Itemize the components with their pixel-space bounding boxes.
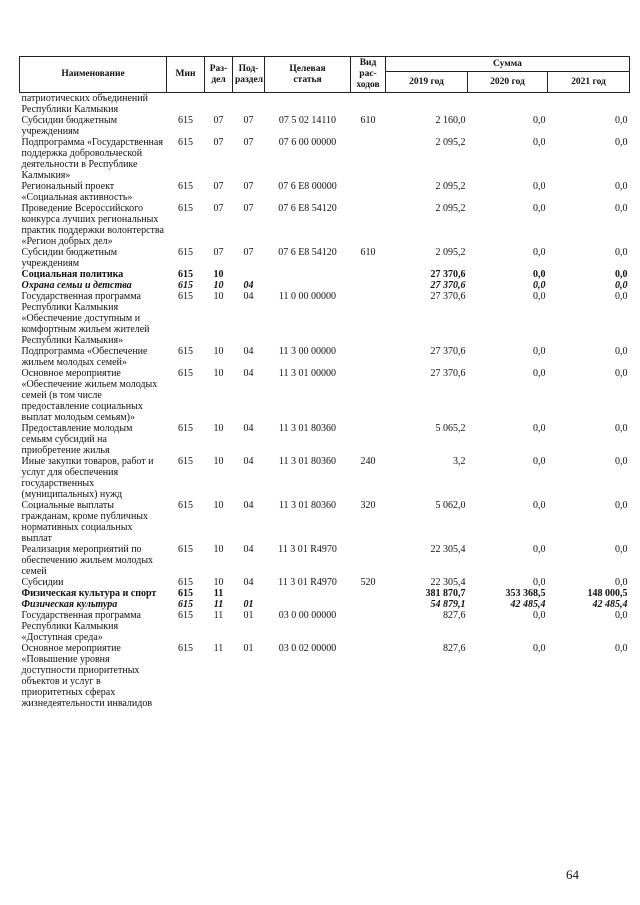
- cell-target: [265, 280, 351, 291]
- table-row: [20, 280, 630, 291]
- cell-vid: [351, 291, 386, 346]
- cell-target: 11 3 01 80360: [278, 423, 337, 434]
- table-row: [20, 456, 630, 500]
- cell-2019: 27 370,6: [430, 346, 466, 357]
- cell-2019: 827,6: [443, 643, 466, 654]
- cell-podrazdel: 04: [243, 280, 254, 291]
- cell-min: 615: [178, 280, 193, 291]
- table-row: [20, 115, 630, 137]
- cell-name: Государственная программа Республики Калмыкия «Доступная среда»: [21, 610, 141, 643]
- cell-vid: [351, 280, 386, 291]
- cell-2020: 0,0: [533, 203, 546, 214]
- cell-2021: 0,0: [615, 247, 628, 258]
- cell-2021: 0,0: [615, 181, 628, 192]
- table-row: [20, 368, 630, 423]
- cell-2020: 0,0: [533, 423, 546, 434]
- cell-target: [265, 599, 351, 610]
- header-target: Целевая статья: [265, 57, 351, 93]
- cell-podrazdel: 04: [243, 346, 254, 357]
- cell-razdel: 10: [213, 423, 224, 434]
- cell-vid: [351, 599, 386, 610]
- table-row: [20, 588, 630, 599]
- cell-min: 615: [178, 137, 193, 148]
- cell-target: 07 6 00 00000: [278, 137, 337, 148]
- cell-name: Физическая культура и спорт: [21, 588, 157, 599]
- cell-2020: 0,0: [533, 368, 546, 379]
- cell-name: Реализация мероприятий по обеспечению жильем молодых семей: [21, 544, 154, 577]
- cell-vid: 520: [360, 577, 376, 588]
- cell-2021: 0,0: [615, 368, 628, 379]
- cell-podrazdel: 01: [243, 599, 254, 610]
- cell-podrazdel: 01: [243, 610, 254, 621]
- cell-vid: [351, 588, 386, 599]
- header-min: Мин: [167, 57, 205, 93]
- cell-2021: 0,0: [615, 456, 628, 467]
- cell-2019: 54 879,1: [430, 599, 466, 610]
- header-sum: Сумма: [386, 57, 630, 72]
- header-vid: Вид рас- ходов: [351, 57, 386, 93]
- cell-podrazdel: 04: [243, 500, 254, 511]
- cell-min: 615: [178, 368, 193, 379]
- cell-target: 07 6 E8 54120: [278, 247, 337, 258]
- cell-podrazdel: [233, 588, 265, 599]
- cell-vid: [351, 610, 386, 643]
- cell-2021: 0,0: [615, 577, 628, 588]
- cell-vid: [351, 423, 386, 456]
- cell-name: Основное мероприятие «Повышение уровня доступности приоритетных объектов и услуг в приоритетных сферах жизнедеятельности инвалидов: [21, 643, 153, 709]
- cell-name: Субсидии бюджетным учреждениям: [21, 115, 118, 137]
- cell-vid: [351, 544, 386, 577]
- cell-2019: 2 095,2: [435, 247, 466, 258]
- cell-2021: [548, 93, 630, 116]
- cell-2021: 0,0: [615, 544, 628, 555]
- cell-vid: 610: [360, 247, 376, 258]
- table-body: [20, 93, 630, 710]
- table-row: [20, 500, 630, 544]
- table-row: [20, 181, 630, 203]
- table-row: [20, 269, 630, 280]
- cell-target: 11 3 00 00000: [278, 346, 337, 357]
- cell-min: 615: [178, 181, 193, 192]
- cell-razdel: 10: [213, 368, 224, 379]
- cell-name: Социальные выплаты гражданам, кроме публичных нормативных социальных выплат: [21, 500, 149, 544]
- cell-2019: 381 870,7: [425, 588, 466, 599]
- cell-vid: 320: [360, 500, 376, 511]
- header-razdel: Раз- дел: [205, 57, 233, 93]
- cell-min: [167, 93, 205, 116]
- cell-razdel: 10: [213, 456, 224, 467]
- cell-razdel: [205, 93, 233, 116]
- cell-2019: 27 370,6: [430, 280, 466, 291]
- cell-podrazdel: 01: [243, 643, 254, 654]
- cell-vid: [351, 137, 386, 181]
- cell-podrazdel: 07: [243, 203, 254, 214]
- cell-2019: 27 370,6: [430, 368, 466, 379]
- cell-2020: 0,0: [533, 181, 546, 192]
- cell-2020: 0,0: [533, 115, 546, 126]
- cell-vid: [351, 269, 386, 280]
- cell-name: Физическая культура: [21, 599, 118, 610]
- table-row: [20, 291, 630, 346]
- cell-target: 11 3 01 00000: [278, 368, 337, 379]
- cell-2019: 27 370,6: [430, 269, 466, 280]
- cell-razdel: 07: [213, 137, 224, 148]
- cell-razdel: 07: [213, 247, 224, 258]
- cell-min: 615: [178, 247, 193, 258]
- cell-podrazdel: [233, 269, 265, 280]
- cell-podrazdel: 04: [243, 423, 254, 434]
- cell-target: 07 5 02 14110: [278, 115, 337, 126]
- cell-name: Основное мероприятие «Обеспечение жильем молодых семей (в том числе предоставление социальных выплат молодым семьям)»: [21, 368, 158, 423]
- cell-2019: 2 160,0: [435, 115, 466, 126]
- cell-2021: 0,0: [615, 280, 628, 291]
- cell-2019: 27 370,6: [430, 291, 466, 302]
- cell-2021: 0,0: [615, 269, 628, 280]
- cell-2021: 148 000,5: [587, 588, 628, 599]
- cell-2021: 0,0: [615, 137, 628, 148]
- cell-target: 03 0 00 00000: [278, 610, 337, 621]
- cell-razdel: 10: [213, 291, 224, 302]
- cell-min: 615: [178, 577, 193, 588]
- cell-podrazdel: 04: [243, 368, 254, 379]
- cell-target: 11 3 01 80360: [278, 456, 337, 467]
- table-row: [20, 247, 630, 269]
- cell-2020: 0,0: [533, 137, 546, 148]
- cell-razdel: 11: [213, 610, 224, 621]
- cell-2019: 22 305,4: [430, 544, 466, 555]
- cell-podrazdel: 07: [243, 115, 254, 126]
- cell-min: 615: [178, 643, 193, 654]
- cell-min: 615: [178, 610, 193, 621]
- cell-2021: 0,0: [615, 346, 628, 357]
- cell-min: 615: [178, 346, 193, 357]
- cell-razdel: 10: [213, 500, 224, 511]
- header-name: Наименование: [20, 57, 167, 93]
- cell-vid: [351, 181, 386, 203]
- page-number: 64: [566, 867, 579, 882]
- cell-2021: 0,0: [615, 115, 628, 126]
- cell-razdel: 10: [213, 280, 224, 291]
- table-row: [20, 599, 630, 610]
- cell-2020: 0,0: [533, 643, 546, 654]
- table-row: [20, 643, 630, 709]
- cell-vid: 610: [360, 115, 376, 126]
- cell-name: Субсидии бюджетным учреждениям: [21, 247, 118, 269]
- budget-table: [19, 56, 630, 709]
- cell-razdel: 07: [213, 115, 224, 126]
- cell-name: Охрана семьи и детства: [21, 280, 132, 291]
- cell-razdel: 11: [213, 599, 224, 610]
- cell-2019: 2 095,2: [435, 203, 466, 214]
- table-row: [20, 423, 630, 456]
- table-row: [20, 577, 630, 588]
- cell-target: 11 3 01 R4970: [278, 577, 337, 588]
- cell-target: [265, 93, 351, 116]
- cell-target: 11 0 00 00000: [278, 291, 337, 302]
- cell-2019: 827,6: [443, 610, 466, 621]
- cell-2019: 22 305,4: [430, 577, 466, 588]
- cell-2020: 0,0: [533, 280, 546, 291]
- table-row: [20, 610, 630, 643]
- cell-podrazdel: 04: [243, 456, 254, 467]
- cell-2021: 0,0: [615, 423, 628, 434]
- cell-min: 615: [178, 291, 193, 302]
- cell-vid: [351, 93, 386, 116]
- cell-name: Субсидии: [21, 577, 64, 588]
- table-header: [20, 57, 630, 93]
- cell-min: 615: [178, 203, 193, 214]
- cell-2019: 3,2: [453, 456, 466, 467]
- header-2019: 2019 год: [386, 72, 468, 93]
- cell-2019: [386, 93, 468, 116]
- cell-razdel: 11: [213, 588, 224, 599]
- cell-2020: 0,0: [533, 291, 546, 302]
- cell-name: Предоставление молодым семьям субсидий на приобретение жилья: [21, 423, 133, 456]
- cell-podrazdel: 07: [243, 247, 254, 258]
- header-2021: 2021 год: [548, 72, 630, 93]
- cell-2019: 2 095,2: [435, 181, 466, 192]
- cell-razdel: 07: [213, 181, 224, 192]
- cell-2019: 5 065,2: [435, 423, 466, 434]
- table-row: [20, 346, 630, 368]
- cell-min: 615: [178, 115, 193, 126]
- cell-target: 07 6 E8 54120: [278, 203, 337, 214]
- cell-vid: [351, 346, 386, 368]
- cell-2019: 2 095,2: [435, 137, 466, 148]
- cell-vid: [351, 643, 386, 709]
- cell-2020: 0,0: [533, 346, 546, 357]
- cell-podrazdel: 04: [243, 577, 254, 588]
- cell-name: Подпрограмма «Обеспечение жильем молодых семей»: [21, 346, 148, 368]
- cell-name: Региональный проект «Социальная активность»: [21, 181, 133, 203]
- cell-2020: [468, 93, 548, 116]
- cell-podrazdel: 07: [243, 181, 254, 192]
- cell-2021: 42 485,4: [592, 599, 628, 610]
- cell-podrazdel: 04: [243, 544, 254, 555]
- cell-podrazdel: 07: [243, 137, 254, 148]
- header-2020: 2020 год: [468, 72, 548, 93]
- cell-2020: 0,0: [533, 269, 546, 280]
- cell-podrazdel: [233, 93, 265, 116]
- cell-target: 11 3 01 80360: [278, 500, 337, 511]
- cell-min: 615: [178, 500, 193, 511]
- cell-target: 11 3 01 R4970: [278, 544, 337, 555]
- cell-2020: 0,0: [533, 247, 546, 258]
- cell-2021: 0,0: [615, 643, 628, 654]
- cell-razdel: 10: [213, 577, 224, 588]
- cell-podrazdel: 04: [243, 291, 254, 302]
- cell-target: 07 6 E8 00000: [278, 181, 337, 192]
- cell-min: 615: [178, 588, 193, 599]
- cell-name: Социальная политика: [21, 269, 124, 280]
- cell-2020: 353 368,5: [505, 588, 546, 599]
- header-podrazdel: Под- раздел: [233, 57, 265, 93]
- cell-razdel: 11: [213, 643, 224, 654]
- cell-2021: 0,0: [615, 500, 628, 511]
- cell-2019: 5 062,0: [435, 500, 466, 511]
- cell-name: патриотических объединений Республики Калмыкия: [21, 93, 148, 115]
- cell-target: [265, 269, 351, 280]
- cell-2020: 0,0: [533, 544, 546, 555]
- budget-table-page: [19, 56, 629, 709]
- cell-2020: 0,0: [533, 577, 546, 588]
- cell-min: 615: [178, 269, 193, 280]
- cell-razdel: 10: [213, 346, 224, 357]
- cell-2020: 0,0: [533, 610, 546, 621]
- cell-name: Проведение Всероссийского конкурса лучших региональных практик поддержки волонтерства «Регион добрых дел»: [21, 203, 164, 247]
- cell-name: Государственная программа Республики Калмыкия «Обеспечение доступным и комфортным жильем жителей Республики Калмыкия»: [21, 291, 150, 346]
- cell-2020: 42 485,4: [510, 599, 546, 610]
- cell-min: 615: [178, 456, 193, 467]
- cell-vid: 240: [360, 456, 376, 467]
- cell-target: [265, 588, 351, 599]
- cell-min: 615: [178, 599, 193, 610]
- table-row: [20, 544, 630, 577]
- cell-2020: 0,0: [533, 456, 546, 467]
- cell-name: Иные закупки товаров, работ и услуг для обеспечения государственных (муниципальных) нужд: [21, 456, 154, 500]
- cell-2020: 0,0: [533, 500, 546, 511]
- table-row: [20, 203, 630, 247]
- cell-2021: 0,0: [615, 610, 628, 621]
- table-row: [20, 93, 630, 116]
- cell-razdel: 07: [213, 203, 224, 214]
- table-row: [20, 137, 630, 181]
- cell-vid: [351, 203, 386, 247]
- cell-vid: [351, 368, 386, 423]
- cell-target: 03 0 02 00000: [278, 643, 337, 654]
- cell-2021: 0,0: [615, 291, 628, 302]
- cell-min: 615: [178, 423, 193, 434]
- cell-min: 615: [178, 544, 193, 555]
- cell-2021: 0,0: [615, 203, 628, 214]
- cell-name: Подпрограмма «Государственная поддержка добровольческой деятельности в Республике Калмыкия»: [21, 137, 163, 181]
- cell-razdel: 10: [213, 544, 224, 555]
- cell-razdel: 10: [213, 269, 224, 280]
